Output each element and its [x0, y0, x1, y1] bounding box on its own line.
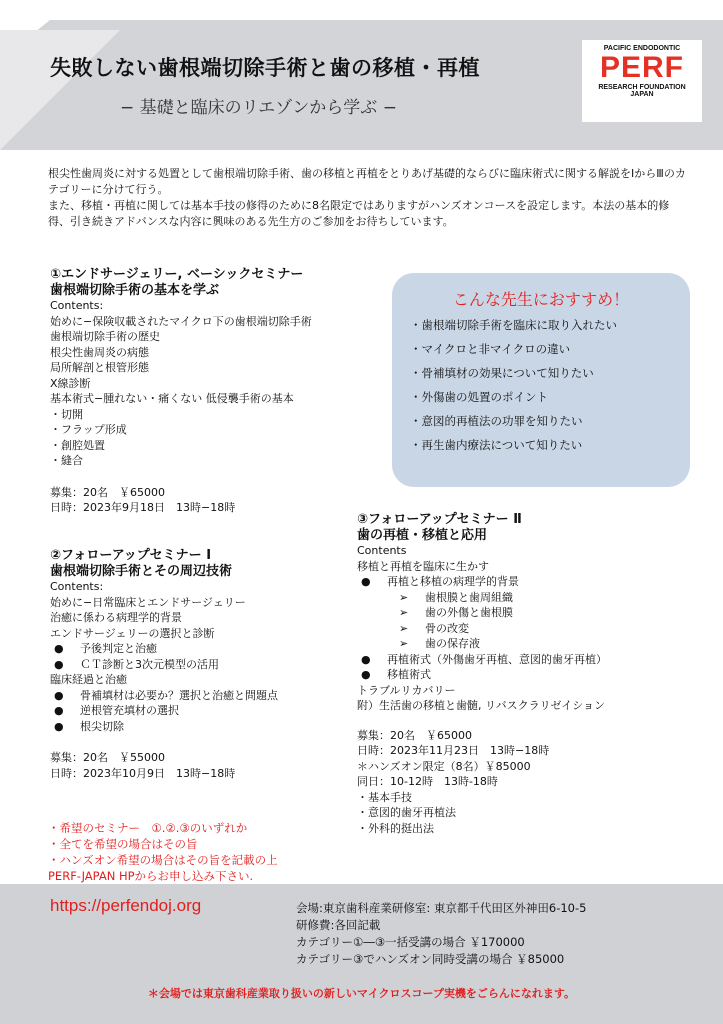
seminar2-bullet: 予後判定と治癒	[80, 642, 157, 655]
category-fee-2: カテゴリー③でハンズオン同時受講の場合 ￥85000	[296, 952, 565, 966]
note-line: ・全てを希望の場合はその旨	[48, 837, 198, 851]
seminar3-subitem: 歯の外傷と歯根膜	[425, 606, 513, 619]
recommend-item: ・ 再生歯内療法について知りたい	[410, 437, 582, 453]
venue-line: 会場:東京歯科産業研修室: 東京都千代田区外神田6-10-5	[296, 901, 587, 915]
website-link[interactable]: https://perfendoj.org	[50, 896, 202, 915]
seminar3-date: 日時：2023年11月23日 13時−18時	[357, 744, 550, 757]
seminar3-recruit: 募集：20名 ￥65000	[357, 728, 472, 742]
seminar2-bullet-row: ● 逆根管充填材の選択	[54, 704, 179, 717]
logo-line2: PERF	[599, 51, 684, 84]
intro-paragraph-1: 根尖性歯周炎に対する処置として歯根端切除手術、歯の移植と再植をとりあげ基礎的ならびに臨床術式に関する解説をⅠからⅢのカテゴリーに分けて行う。	[48, 167, 686, 196]
seminar1-line: 根尖性歯周炎の病態	[50, 345, 149, 359]
note-line: ・希望のセミナー ①.②.③のいずれか	[48, 821, 248, 835]
seminar3-arrow-row: ➢ 歯の外傷と歯根膜	[399, 606, 513, 619]
note-line: ・ハンズオン希望の場合はその旨を記載の上	[48, 853, 278, 867]
seminar3-arrow-row: ➢ 歯の保存液	[399, 637, 480, 650]
seminar3-bullet: 移植術式	[387, 668, 431, 681]
seminar1-line: 局所解剖と根管形態	[50, 361, 149, 374]
recommend-item: ・ 外傷歯の処置のポイント	[410, 389, 548, 405]
page-title: 失敗しない歯根端切除手術と歯の移植・再植	[50, 56, 480, 80]
seminar3-extra: ・ 外科的挺出法	[357, 821, 607, 837]
intro-text	[48, 166, 688, 230]
seminar2-line: Contents:	[50, 580, 104, 593]
seminar2-bullet-row: ● 予後判定と治癒	[54, 642, 157, 655]
seminar2-bullet-row: ● 根尖切除	[54, 719, 124, 733]
seminar3-extra: ・ 基本手技	[357, 790, 607, 806]
logo-line4: JAPAN	[630, 91, 654, 98]
seminar3-handson: ＊ハンズオン限定（8名）￥85000	[357, 759, 531, 773]
seminar1-line: 歯根端切除手術の歴史	[50, 330, 160, 343]
recommend-item: ・ 歯根端切除手術を臨床に取り入れたい	[410, 317, 617, 333]
seminar1-line: X線診断	[50, 376, 91, 390]
note-line: PERF-JAPAN HPからお申し込み下さい.	[48, 869, 254, 883]
perf-logo	[582, 40, 702, 122]
seminar3-extra: ・ 意図的歯牙再植法	[357, 805, 607, 821]
seminar1-bullet: ・ 縫合	[50, 453, 312, 469]
seminar1-line: 基本術式−腫れない・痛くない 低侵襲手術の基本	[50, 392, 294, 405]
seminar1-line: Contents:	[50, 299, 104, 312]
seminar2-heading: ②フォローアップセミナー Ⅰ	[50, 548, 212, 563]
recommend-item: ・ 意図的再植法の功罪を知りたい	[410, 413, 583, 429]
seminar3-sameday: 同日：10-12時 13時-18時	[357, 775, 498, 788]
recommend-title: こんな先生におすすめ！	[452, 290, 630, 309]
seminar3-heading: ③フォローアップセミナー Ⅱ	[357, 512, 522, 527]
seminar3-arrow-row: ➢ 歯根膜と歯周組織	[399, 590, 513, 604]
seminar2-block	[50, 548, 278, 781]
footnote: ＊会場では東京歯科産業取り扱いの新しいマイクロスコープ実機をごらんになれます。	[147, 987, 576, 1000]
seminar3-bullet-row: ● 移植術式	[361, 668, 431, 681]
application-notes	[48, 820, 278, 884]
recommend-item: ・ マイクロと非マイクロの違い	[410, 341, 570, 357]
seminar3-arrow-row: ➢ 骨の改変	[399, 621, 469, 635]
seminar2-line: 治癒に係わる病理学的背景	[50, 611, 182, 624]
seminar2-date: 日時：2023年10月9日 13時−18時	[50, 766, 236, 780]
seminar3-bullet: 再植術式（外傷歯牙再植、意図的歯牙再植）	[387, 652, 607, 666]
seminar1-bullet: ・ 創腔処置	[50, 438, 312, 454]
seminar3-subitem: 歯の保存液	[425, 637, 480, 650]
intro-paragraph-2: また、移植・再植に関しては基本手技の修得のために8名限定ではありますがハンズオンコースを設定します。本法の基本的修得、引き続きアドバンスな内容に興味のある先生方のご参加をお待ちしています。	[48, 199, 670, 228]
seminar2-recruit: 募集：20名 ￥55000	[50, 751, 165, 764]
seminar3-bullet-row: ● 再植と移植の病理学的背景	[361, 575, 519, 588]
seminar1-bullet: ・ フラップ形成	[50, 422, 312, 438]
seminar3-bullet: 再植と移植の病理学的背景	[387, 575, 519, 588]
seminar3-subitem: 歯根膜と歯周組織	[425, 590, 513, 604]
seminar2-bullet: ＣＴ診断と3次元模型の活用	[80, 657, 219, 671]
seminar3-block	[357, 512, 607, 836]
page-subtitle: − 基礎と臨床のリエゾンから学ぶ −	[120, 98, 397, 118]
seminar2-bullet: 逆根管充填材の選択	[80, 704, 179, 717]
seminar1-line: 始めに−保険収載されたマイクロ下の歯根端切除手術	[50, 314, 312, 328]
seminar1-heading: ①エンドサージェリー, ベーシックセミナー	[50, 267, 304, 282]
seminar3-bullet-row: ● 再植術式（外傷歯牙再植、意図的歯牙再植）	[361, 652, 607, 666]
seminar2-bullet-row: ● ＣＴ診断と3次元模型の活用	[54, 657, 219, 671]
seminar2-line: 始めに−日常臨床とエンドサージェリー	[50, 595, 246, 609]
seminar3-line: 移植と再植を臨床に生かす	[357, 559, 489, 573]
seminar3-subheading: 歯の再植・移植と応用	[357, 527, 488, 543]
recommend-item: ・ 骨補填材の効果について知りたい	[410, 365, 594, 381]
seminar3-line: Contents	[357, 544, 407, 557]
fee-line: 研修費:各回記載	[296, 918, 381, 932]
logo-line3: RESEARCH FOUNDATION	[598, 84, 686, 91]
seminar1-date: 日時：2023年9月18日 13時−18時	[50, 501, 236, 514]
seminar1-subheading: 歯根端切除手術の基本を学ぶ	[50, 282, 220, 298]
logo-line1: PACIFIC ENDODONTIC	[603, 45, 681, 52]
seminar2-middle: 臨床経過と治癒	[50, 673, 127, 686]
seminar1-recruit: 募集：20名 ￥65000	[50, 485, 165, 499]
seminar1-block	[50, 267, 312, 516]
seminar3-line: トラブルリカバリー	[357, 683, 456, 697]
seminar2-line: エンドサージェリーの選択と診断	[50, 626, 215, 640]
seminar2-bullet-row: ● 骨補填材は必要か？選択と治癒と問題点	[54, 688, 278, 702]
seminar1-bullet: ・ 切開	[50, 407, 312, 423]
seminar2-subheading: 歯根端切除手術とその周辺技術	[50, 563, 233, 579]
seminar3-line: 附）生活歯の移植と歯髄, リバスクラリゼイション	[357, 699, 606, 712]
seminar2-bullet: 骨補填材は必要か？選択と治癒と問題点	[80, 688, 278, 702]
venue-info	[296, 900, 586, 968]
seminar3-subitem: 骨の改変	[425, 621, 469, 635]
category-fee-1: カテゴリー①―③一括受講の場合 ￥170000	[296, 935, 525, 949]
recommend-panel	[392, 273, 690, 487]
seminar2-bullet: 根尖切除	[80, 719, 124, 733]
